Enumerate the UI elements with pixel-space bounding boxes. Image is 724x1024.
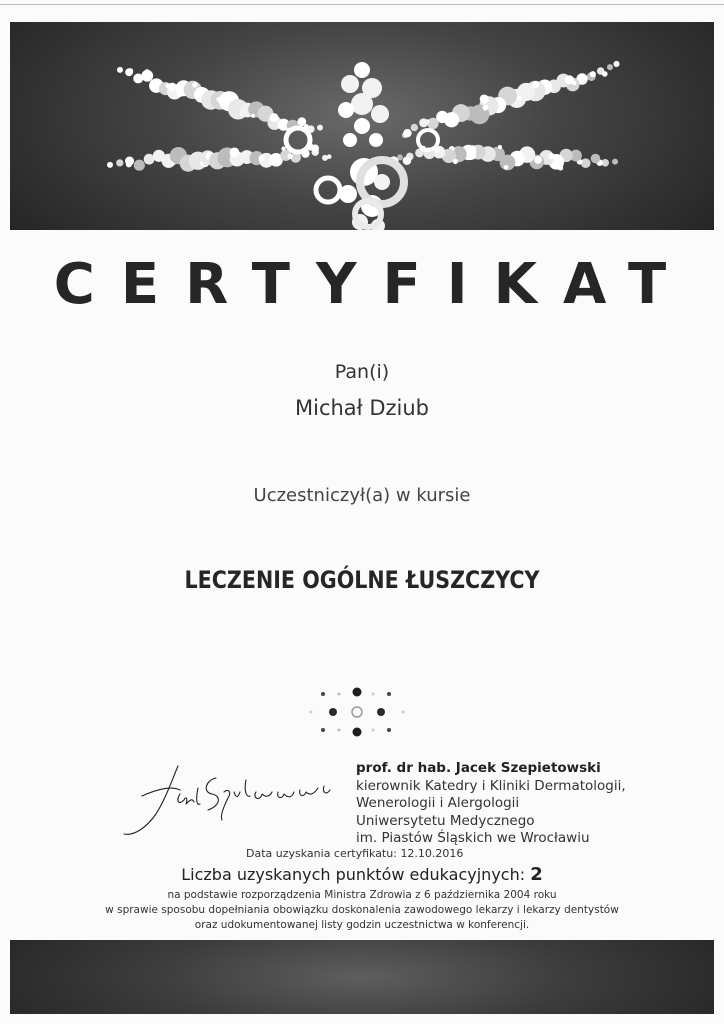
education-points [0, 864, 724, 885]
legal-line: na podstawie rozporządzenia Ministra Zdrowia z 6 października 2004 roku [167, 889, 557, 901]
handwritten-signature [120, 758, 350, 838]
signer-name: prof. dr hab. Jacek Szepietowski [356, 760, 601, 776]
certificate-title: CERTYFIKAT [53, 252, 693, 317]
dot-ornament [303, 682, 413, 742]
legal-line: oraz udokumentowanej listy godzin uczestnictwa w konferencji. [194, 919, 530, 931]
issue-date-value: 12.10.2016 [400, 847, 464, 860]
issue-date [246, 847, 463, 860]
signer-title-line: Uniwersytetu Medycznego [356, 812, 535, 829]
recipient-name: Michał Dziub [295, 396, 429, 420]
signer-block [356, 760, 696, 848]
signer-title-line: kierownik Katedry i Kliniki Dermatologii, [356, 777, 626, 794]
points-value: 2 [530, 864, 543, 885]
page-edge [0, 4, 724, 5]
participation-text: Uczestniczył(a) w kursie [253, 485, 471, 506]
legal-line: w sprawie sposobu dopełniania obowiązku doskonalenia zawodowego lekarzy i lekarzy dentystów [105, 904, 619, 916]
signer-title-line: Wenerologii i Alergologii [356, 795, 520, 811]
issue-date-label: Data uzyskania certyfikatu: [246, 847, 397, 860]
legal-basis [0, 888, 724, 933]
dragonfly-dots-graphic [10, 22, 714, 230]
footer-banner [10, 940, 714, 1014]
signer-title-line: im. Piastów Śląskich we Wrocławiu [356, 830, 590, 846]
course-name: LECZENIE OGÓLNE ŁUSZCZYCY [184, 566, 540, 594]
salutation: Pan(i) [334, 361, 390, 383]
points-label: Liczba uzyskanych punktów edukacyjnych: [181, 865, 526, 884]
header-banner [10, 22, 714, 230]
